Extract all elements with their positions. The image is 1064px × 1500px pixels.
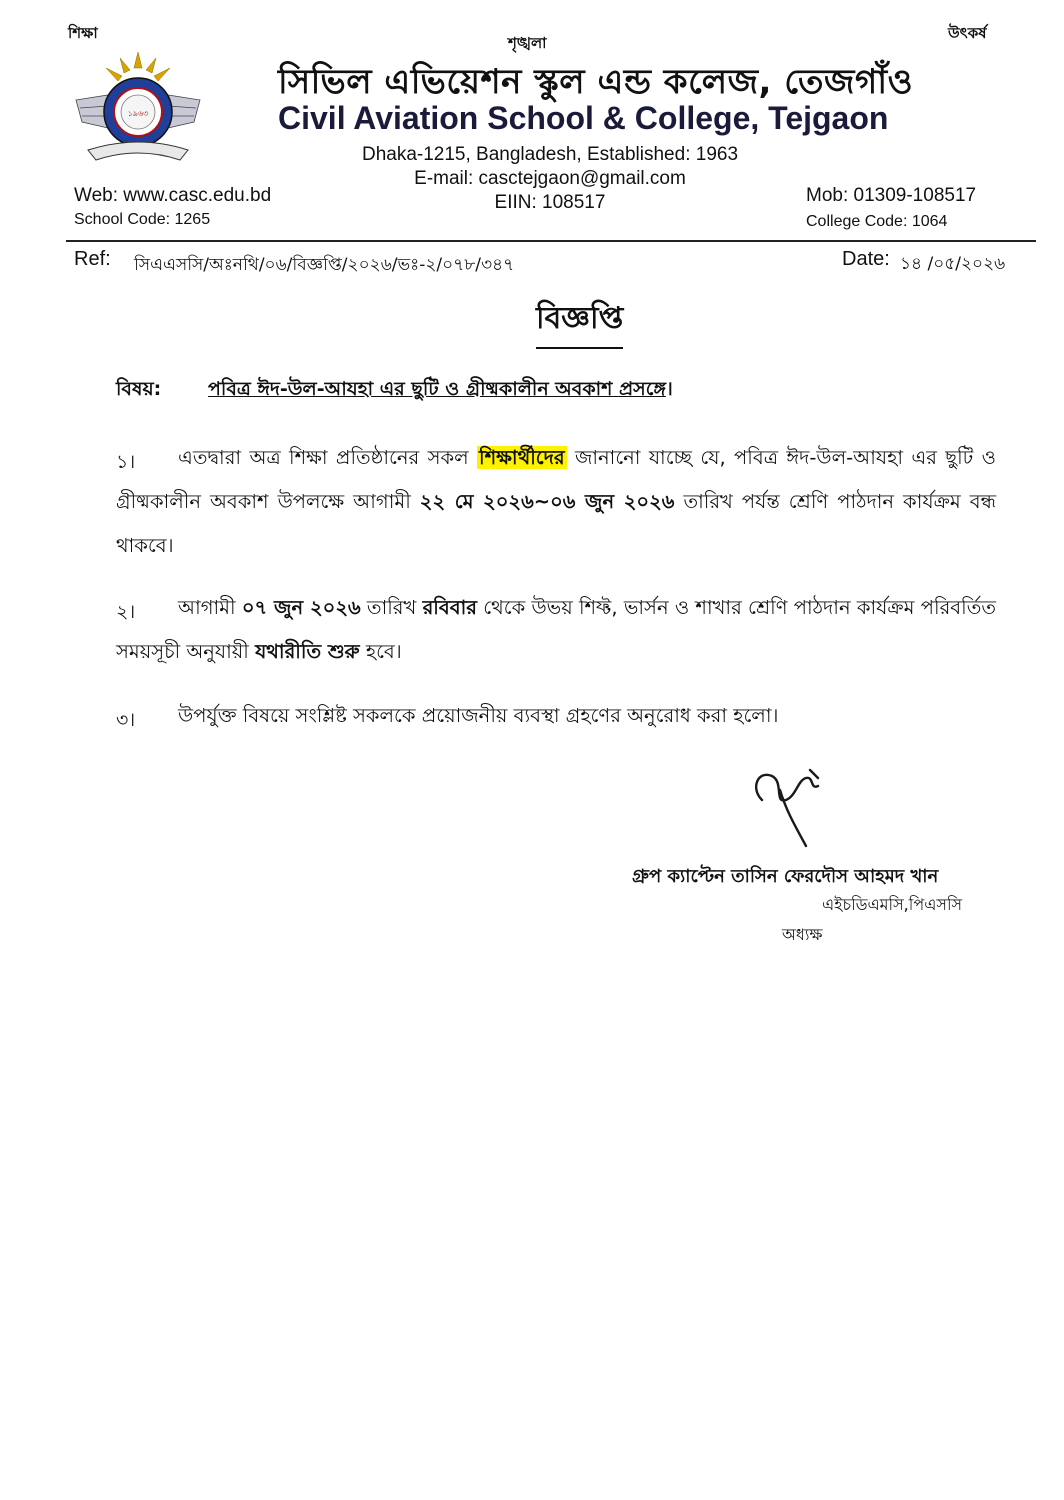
p1-highlight: শিক্ষার্থীদের [479,446,565,469]
header-divider [66,240,1036,242]
p2-text-c: থেকে উভয় শিফ্ট, ভার্সন ও শাখার শ্রেণি পাঠদান কার্যক্রম পরিবর্তিত সময়সূচী অনুযায়ী [116,596,996,663]
date-value: ১৪ /০৫/২০২৬ [900,254,1006,274]
signatory-name: গ্রুপ ক্যাপ্টেন তাসিন ফেরদৌস আহমদ খান [632,866,939,887]
motto-left: শিক্ষা [68,24,98,42]
paragraph-2-number: ২। [116,601,136,623]
p3-text: উপর্যুক্ত বিষয়ে সংশ্লিষ্ট সকলকে প্রয়োজনীয় ব্যবস্থা গ্রহণের অনুরোধ করা হলো। [178,704,779,727]
signatory-designation: অধ্যক্ষ [782,925,823,944]
address-block [330,143,770,215]
paragraph-3 [116,694,996,738]
p1-bold-dates: ২২ মে ২০২৬~০৬ জুন ২০২৬ [419,490,675,513]
subject-text: পবিত্র ঈদ-উল-আযহা এর ছুটি ও গ্রীষ্মকালীন অবকাশ প্রসঙ্গে [208,378,666,400]
motto-center: শৃঙ্খলা [508,34,547,52]
p2-text-d: হবে। [359,640,402,663]
handwritten-signature [740,760,830,854]
eiin-line: EIIN: 108517 [494,192,606,213]
subject-label: বিষয়: [116,378,162,400]
institution-name-bengali: সিভিল এভিয়েশন স্কুল এন্ড কলেজ, তেজগাঁও [278,62,914,102]
p1-text-c: তারিখ পর্যন্ত শ্রেণি পাঠদান কার্যক্রম বন্ধ থাকবে। [116,490,997,557]
address-line: Dhaka-1215, Bangladesh, Established: 1963 [361,144,739,165]
paragraph-1 [116,436,996,568]
p2-text-b: তারিখ [360,596,423,619]
website: Web: www.casc.edu.bd [74,185,272,206]
school-code: School Code: 1265 [74,211,211,228]
mobile-number: Mob: 01309-108517 [806,185,977,206]
motto-right: উৎকর্ষ [948,24,987,42]
date-label: Date: [842,248,890,270]
college-code: College Code: 1064 [806,213,948,230]
subject-end: । [665,378,673,400]
notice-heading: বিজ্ঞপ্তি [536,294,623,349]
p2-bold-resume: যথারীতি শুরু [255,640,360,663]
institution-name-english: Civil Aviation School & College, Tejgaon [278,100,889,136]
ref-label: Ref: [74,248,111,270]
p1-text-a: এতদ্বারা অত্র শিক্ষা প্রতিষ্ঠানের সকল [178,446,477,469]
p2-text-a: আগামী [178,596,242,619]
p2-bold-date: ০৭ জুন ২০২৬ [241,596,361,619]
institution-logo [68,50,208,174]
subject-line [208,375,673,407]
paragraph-1-number: ১। [116,451,136,473]
svg-text:১৯৬৩: ১৯৬৩ [127,109,149,118]
paragraph-2 [116,586,996,674]
p2-bold-day: রবিবার [422,596,477,619]
p1-text-b: জানানো যাচ্ছে যে, পবিত্র ঈদ-উল-আযহা এর ছুটি ও গ্রীষ্মকালীন অবকাশ উপলক্ষে আগামী [116,446,996,513]
ref-number: সিএএসসি/অঃনথি/০৬/বিজ্ঞপ্তি/২০২৬/ভঃ-২/০৭৮/৩৪৭ [134,255,515,275]
email-line: E-mail: casctejgaon@gmail.com [414,168,686,189]
signatory-credentials: এইচডিএমসি,পিএসসি [822,895,963,914]
paragraph-3-number: ৩। [116,709,136,731]
